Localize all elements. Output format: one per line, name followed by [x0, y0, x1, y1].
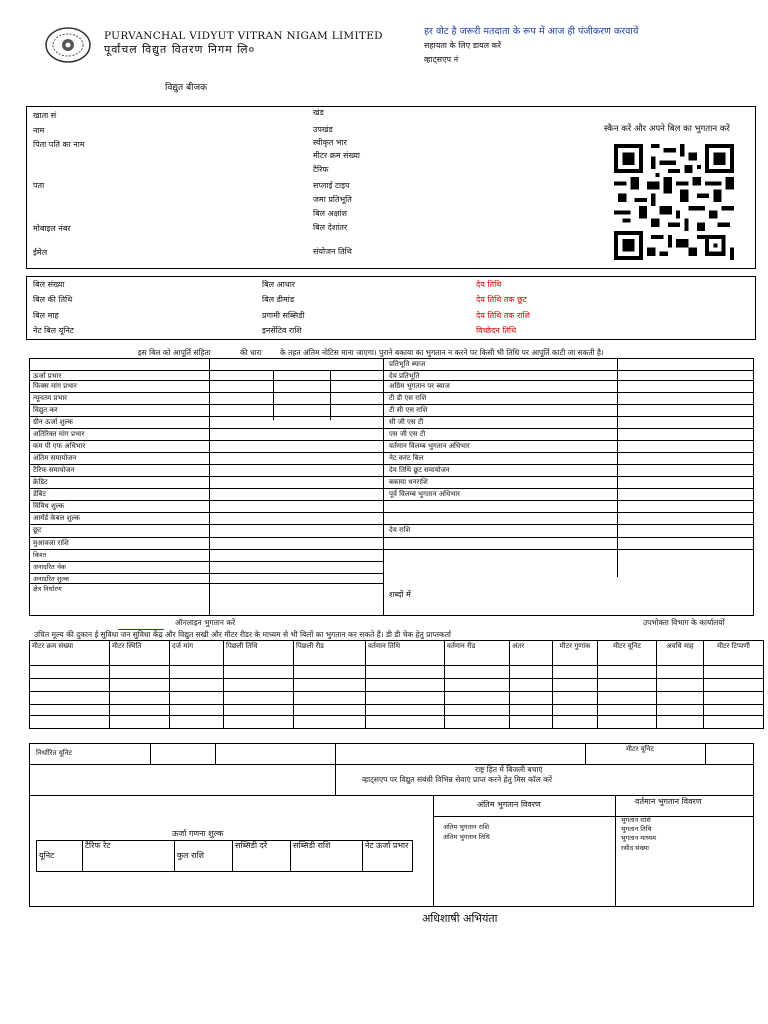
payment-qr-code-icon[interactable]: [614, 144, 734, 260]
charge-right-label: बकाया धनराशि: [389, 478, 428, 486]
subdivision-label: उपखंड: [313, 125, 333, 134]
meter-header-cell: अवधि माह: [657, 641, 704, 666]
charges-row-line: [29, 561, 383, 562]
meter-cell: [110, 666, 170, 679]
meter-header-cell: मीटर क्रम संख्या: [30, 641, 110, 666]
charge-left-label: अंतिम समायोजन: [33, 454, 77, 462]
charges-row-line-right: [383, 404, 754, 405]
charge-right-label: देय तिथि छूट समायोजन: [389, 466, 450, 474]
charges-row-line: [29, 573, 383, 574]
last-payment-amount-label: अंतिम भुगतान राशि: [443, 823, 490, 831]
meter-cell: [510, 692, 553, 705]
pay-online-link[interactable]: ऑनलाइन भुगतान करें: [175, 618, 236, 627]
charges-row-line: [29, 416, 383, 417]
meter-cell: [704, 716, 764, 729]
charge-left-label: क्षेत्र निर्धारण: [33, 585, 62, 593]
energy-header-subsidy-rates: सब्सिडी दरें: [233, 841, 291, 872]
meter-cell: [598, 705, 657, 716]
charges-row-line: [29, 549, 383, 550]
meter-header-cell: पिछली रीड: [294, 641, 366, 666]
charges-row-line: [29, 464, 383, 465]
meter-cell: [224, 666, 294, 679]
meter-cell: [445, 716, 510, 729]
meter-row: [30, 679, 764, 692]
charges-row-line-right: [383, 370, 754, 371]
save-power-text: राष्ट्र हित में बिजली बचाएं: [475, 765, 543, 774]
assessed-units-label: निर्धारित यूनिट: [36, 749, 72, 757]
charge-right-label: नेट करंट बिल: [389, 454, 424, 462]
email-label: ईमेल: [33, 248, 48, 257]
meter-cell: [553, 666, 598, 679]
bill-number-label: बिल संख्या: [33, 280, 65, 289]
meter-cell: [110, 716, 170, 729]
meter-cell: [657, 679, 704, 692]
charge-right-label: देय राशि: [389, 526, 411, 534]
meter-cell: [445, 666, 510, 679]
meter-header-cell: वर्तमान रीड: [445, 641, 510, 666]
meter-cell: [704, 679, 764, 692]
meter-header-cell: मीटर यूनिट: [598, 641, 657, 666]
meter-cell: [366, 692, 445, 705]
charge-left-label: अनादरित शुल्क: [33, 575, 70, 583]
footer-divider-1: [29, 764, 754, 765]
charges-row-line-right: [383, 537, 754, 538]
footer-divider-2: [29, 795, 754, 796]
meter-header-cell: मीटर टिप्पणी: [704, 641, 764, 666]
charge-left-label: टैरिफ समायोजन: [33, 466, 75, 474]
bill-info-box: [26, 276, 756, 340]
meter-cell: [170, 692, 224, 705]
account-number-label: खाता सं: [33, 111, 57, 120]
charge-right-label: वर्तमान विलम्ब भुगतान अधिभार: [389, 442, 470, 450]
meter-cell: [553, 679, 598, 692]
whatsapp-misscall-text: व्हाट्सएप पर विद्युत संबंधी विभिन्न सेवाएं प्राप्त करने हेतु मिस कॉल करें: [362, 775, 553, 784]
meter-unit-label: मीटर यूनिट: [626, 745, 654, 753]
meter-cell: [294, 679, 366, 692]
charge-left-label: फिक्स मांग प्रभार: [33, 382, 77, 390]
current-payment-heading: वर्तमान भुगतान विवरण: [635, 797, 702, 806]
meter-cell: [598, 716, 657, 729]
charges-row-line: [29, 524, 383, 525]
charge-left-label: विविध शुल्क: [33, 502, 65, 510]
charges-v-right: [617, 358, 618, 577]
consumer-office-text: उपभोक्ता विभाग के कार्यालयों: [643, 618, 725, 627]
rebate-till-due-label: देय तिथि तक छूट: [476, 295, 527, 304]
energy-charge-table: [36, 840, 413, 872]
division-label: खंड: [313, 108, 324, 117]
meter-cell: [30, 716, 110, 729]
meter-cell: [553, 705, 598, 716]
charges-row-line: [29, 500, 383, 501]
charges-row-line-right: [383, 512, 754, 513]
meter-cell: [445, 679, 510, 692]
meter-cell: [704, 705, 764, 716]
charge-right-label: टी डी एस राशि: [389, 394, 427, 402]
father-husband-name-label: पिता पति का नाम: [33, 140, 85, 149]
due-date-label: देय तिथि: [476, 280, 502, 289]
bill-title: विद्युत बीजक: [165, 83, 208, 93]
meter-serial-label: मीटर क्रम संख्या: [313, 151, 360, 160]
charges-v-sub1: [273, 370, 274, 420]
meter-row: [30, 666, 764, 679]
meter-cell: [294, 705, 366, 716]
charge-left-label: क्रेडिट: [33, 478, 48, 486]
charges-row-line: [29, 512, 383, 513]
charge-right-label: पूर्व विलम्ब भुगतान अधिभार: [389, 490, 460, 498]
bill-latitude-label: बिल अक्षांश: [313, 209, 347, 218]
last-payment-heading: अंतिम भुगतान विवरण: [477, 800, 541, 809]
security-deposit-label: जमा प्रतिभूति: [313, 195, 352, 204]
meter-cell: [657, 705, 704, 716]
charges-row-line: [29, 392, 383, 393]
meter-cell: [510, 716, 553, 729]
signature-designation: अधिशाषी अभियंता: [422, 912, 498, 925]
charge-right-label: एस जी एस टी: [389, 430, 426, 438]
charges-row-line-right: [383, 476, 754, 477]
meter-cell: [510, 705, 553, 716]
meter-cell: [510, 679, 553, 692]
meter-cell: [30, 692, 110, 705]
meter-header-cell: वर्तमान तिथि: [366, 641, 445, 666]
last-payment-date-label: अंतिम भुगतान तिथि: [443, 833, 490, 841]
charge-right-label: देय प्रतिभूति: [389, 372, 420, 380]
meter-cell: [294, 666, 366, 679]
meter-row: [30, 705, 764, 716]
mobile-label: मोबाइल नंबर: [33, 224, 71, 233]
meter-header-cell: पिछली तिथि: [224, 641, 294, 666]
charge-left-label: आर्मर्ड केबल शुल्क: [33, 514, 80, 522]
supply-type-label: सप्लाई टाइप: [313, 181, 350, 190]
meter-cell: [110, 679, 170, 692]
charges-v-left: [209, 358, 210, 616]
footer-v3: [335, 743, 336, 795]
meter-header-cell: अंतर: [510, 641, 553, 666]
meter-cell: [657, 666, 704, 679]
bill-longitude-label: बिल देशांतर: [313, 223, 348, 232]
meter-cell: [294, 716, 366, 729]
meter-cell: [224, 705, 294, 716]
footer-v1: [150, 743, 151, 764]
meter-cell: [224, 679, 294, 692]
charge-left-label: ऊर्जा प्रभार: [33, 372, 62, 380]
scan-to-pay-text: स्कैन करें और अपने बिल का भुगतान करें: [604, 124, 730, 134]
meter-cell: [170, 716, 224, 729]
amount-till-due-label: देय तिथि तक राशि: [476, 311, 530, 320]
meter-header-cell: मीटर स्थिति: [110, 641, 170, 666]
voter-slogan: हर वोट है जरूरी मतदाता के रूप में आज ही पंजीकरण करवायें: [424, 26, 639, 37]
energy-charge-heading: ऊर्जा गणना शुल्क: [172, 829, 224, 838]
name-label: नाम: [33, 126, 45, 135]
notice-part1: इस बिल को आपूर्ति संहिता: [138, 348, 211, 357]
charge-left-label: न्यूनतम प्रभार: [33, 394, 67, 402]
charges-row-line-right: [383, 428, 754, 429]
meter-cell: [294, 692, 366, 705]
meter-cell: [598, 679, 657, 692]
meter-cell: [170, 666, 224, 679]
bill-date-label: बिल की तिथि: [33, 295, 73, 304]
meter-cell: [553, 692, 598, 705]
tariff-label: टैरिफ: [313, 165, 329, 174]
energy-header-unit: यूनिट: [37, 841, 83, 872]
incentive-amount-label: इनसेंटिव राशि: [262, 326, 302, 335]
connection-date-label: संयोजन तिथि: [313, 247, 352, 256]
charges-row-line-right: [383, 549, 754, 550]
progressive-subsidy-label: प्रगामी सब्सिडी: [262, 311, 305, 320]
company-name-english: PURVANCHAL VIDYUT VITRAN NIGAM LIMITED: [104, 30, 383, 42]
charge-right-label: प्रतिभूति ब्याज: [389, 360, 426, 368]
meter-cell: [598, 666, 657, 679]
charge-left-label: कम पी एफ अधिभार: [33, 442, 86, 450]
sanctioned-load-label: स्वीकृत भार: [313, 138, 347, 147]
whatsapp-number-label: व्हाट्सएप नं: [424, 55, 459, 64]
charge-left-label: विद्युत कर: [33, 406, 58, 414]
meter-row: [30, 692, 764, 705]
receipt-number-label: रसीद संख्या: [621, 844, 649, 852]
charges-row-line-right: [383, 452, 754, 453]
meter-cell: [704, 666, 764, 679]
meter-cell: [657, 692, 704, 705]
meter-cell: [224, 716, 294, 729]
amount-in-words-label: शब्दों में: [389, 590, 411, 599]
meter-cell: [366, 666, 445, 679]
disconnection-date-label: विच्छेदन तिथि: [476, 326, 517, 335]
bill-month-label: बिल माह: [33, 311, 59, 320]
address-label: पता: [33, 181, 45, 190]
meter-header-cell: दर्ज मांग: [170, 641, 224, 666]
meter-cell: [110, 705, 170, 716]
charge-left-label: डेबिट: [33, 490, 47, 498]
charge-left-label: छूट: [33, 526, 42, 534]
charges-row-line: [29, 452, 383, 453]
meter-cell: [598, 692, 657, 705]
payment-mode-label: भुगतान माध्यम: [621, 834, 656, 842]
meter-row: [30, 716, 764, 729]
meter-cell: [445, 692, 510, 705]
net-bill-unit-label: नेट बिल यूनिट: [33, 326, 74, 335]
meter-cell: [445, 705, 510, 716]
footer-v2: [215, 743, 216, 764]
payment-date-label: भुगतान तिथि: [621, 825, 652, 833]
meter-cell: [30, 705, 110, 716]
meter-cell: [510, 666, 553, 679]
meter-cell: [704, 692, 764, 705]
charges-row-line-right: [383, 416, 754, 417]
charges-row-line: [29, 380, 383, 381]
payment-amount-label: भुगतान राशि: [621, 816, 651, 824]
meter-cell: [170, 679, 224, 692]
bill-basis-label: बिल आधार: [262, 280, 296, 289]
charges-row-line: [29, 488, 383, 489]
footer-v6: [433, 795, 434, 907]
meter-cell: [30, 679, 110, 692]
meter-cell: [366, 679, 445, 692]
charges-v-mid: [383, 358, 384, 616]
help-dial-text: सहायता के लिए डायल करें: [424, 41, 502, 50]
meter-cell: [170, 705, 224, 716]
charge-right-label: सी जी एस टी: [389, 418, 424, 426]
meter-cell: [366, 705, 445, 716]
bill-demand-label: बिल डीमांड: [262, 295, 295, 304]
meter-cell: [366, 716, 445, 729]
charges-row-line-right: [383, 500, 754, 501]
charge-left-label: ग्रीन ऊर्जा शुल्क: [33, 418, 73, 426]
meter-cell: [553, 716, 598, 729]
company-logo: [44, 26, 92, 64]
meter-table: [29, 640, 764, 729]
charges-row-line: [29, 537, 383, 538]
charge-right-label: अग्रिम भुगतान पर ब्याज: [389, 382, 450, 390]
footer-v7: [615, 795, 616, 907]
meter-cell: [657, 716, 704, 729]
payment-options-text: उचित मूल्य की दुकान ई सुविधा जन सुविधा केंद्र और विद्युत सखी और मीटर रीडर के माध्यम से भी बिलों का भुगतान कर सकते हैं। डी डी चेक हेतु प्राप्तकर्ता: [34, 630, 451, 639]
footer-v4: [585, 743, 586, 764]
charge-left-label: अनादरित चेक: [33, 563, 66, 571]
meter-cell: [110, 692, 170, 705]
footer-v5: [705, 743, 706, 764]
charge-left-label: किश्त: [33, 551, 47, 559]
charges-row-line: [29, 476, 383, 477]
meter-header-cell: मीटर गुणांक: [553, 641, 598, 666]
payment-divider: [433, 816, 754, 817]
energy-header-subsidy-amount: सब्सिडी राशि: [291, 841, 363, 872]
notice-part3: के तहत अंतिम नोटिस माना जाएगा। पुराने बकाया का भुगतान न करने पर किसी भी तिथि पर आपूर्ति काटी जा सकती है।: [280, 348, 604, 357]
charge-right-label: टी सी एस राशि: [389, 406, 428, 414]
meter-cell: [224, 692, 294, 705]
charges-row-line: [29, 404, 383, 405]
company-name-hindi: पूर्वांचल विद्युत वितरण निगम लि०: [104, 43, 256, 56]
charges-v-sub2: [330, 370, 331, 420]
charges-row-line: [29, 583, 383, 584]
notice-part2: की धारा: [240, 348, 262, 357]
energy-header-tariff-rate: टैरिफ रेट: [83, 841, 175, 872]
energy-header-net-energy-charge: नेट ऊर्जा प्रभार: [363, 841, 413, 872]
charges-row-line-right: [383, 392, 754, 393]
charges-row-line-right: [383, 524, 754, 525]
charge-left-label: मुआवजा राशि: [33, 539, 69, 547]
energy-header-total-amount: कुल राशि: [175, 841, 233, 872]
meter-cell: [30, 666, 110, 679]
charge-left-label: अतिरिक्त मांग प्रभार: [33, 430, 85, 438]
charges-row-line: [29, 370, 383, 371]
